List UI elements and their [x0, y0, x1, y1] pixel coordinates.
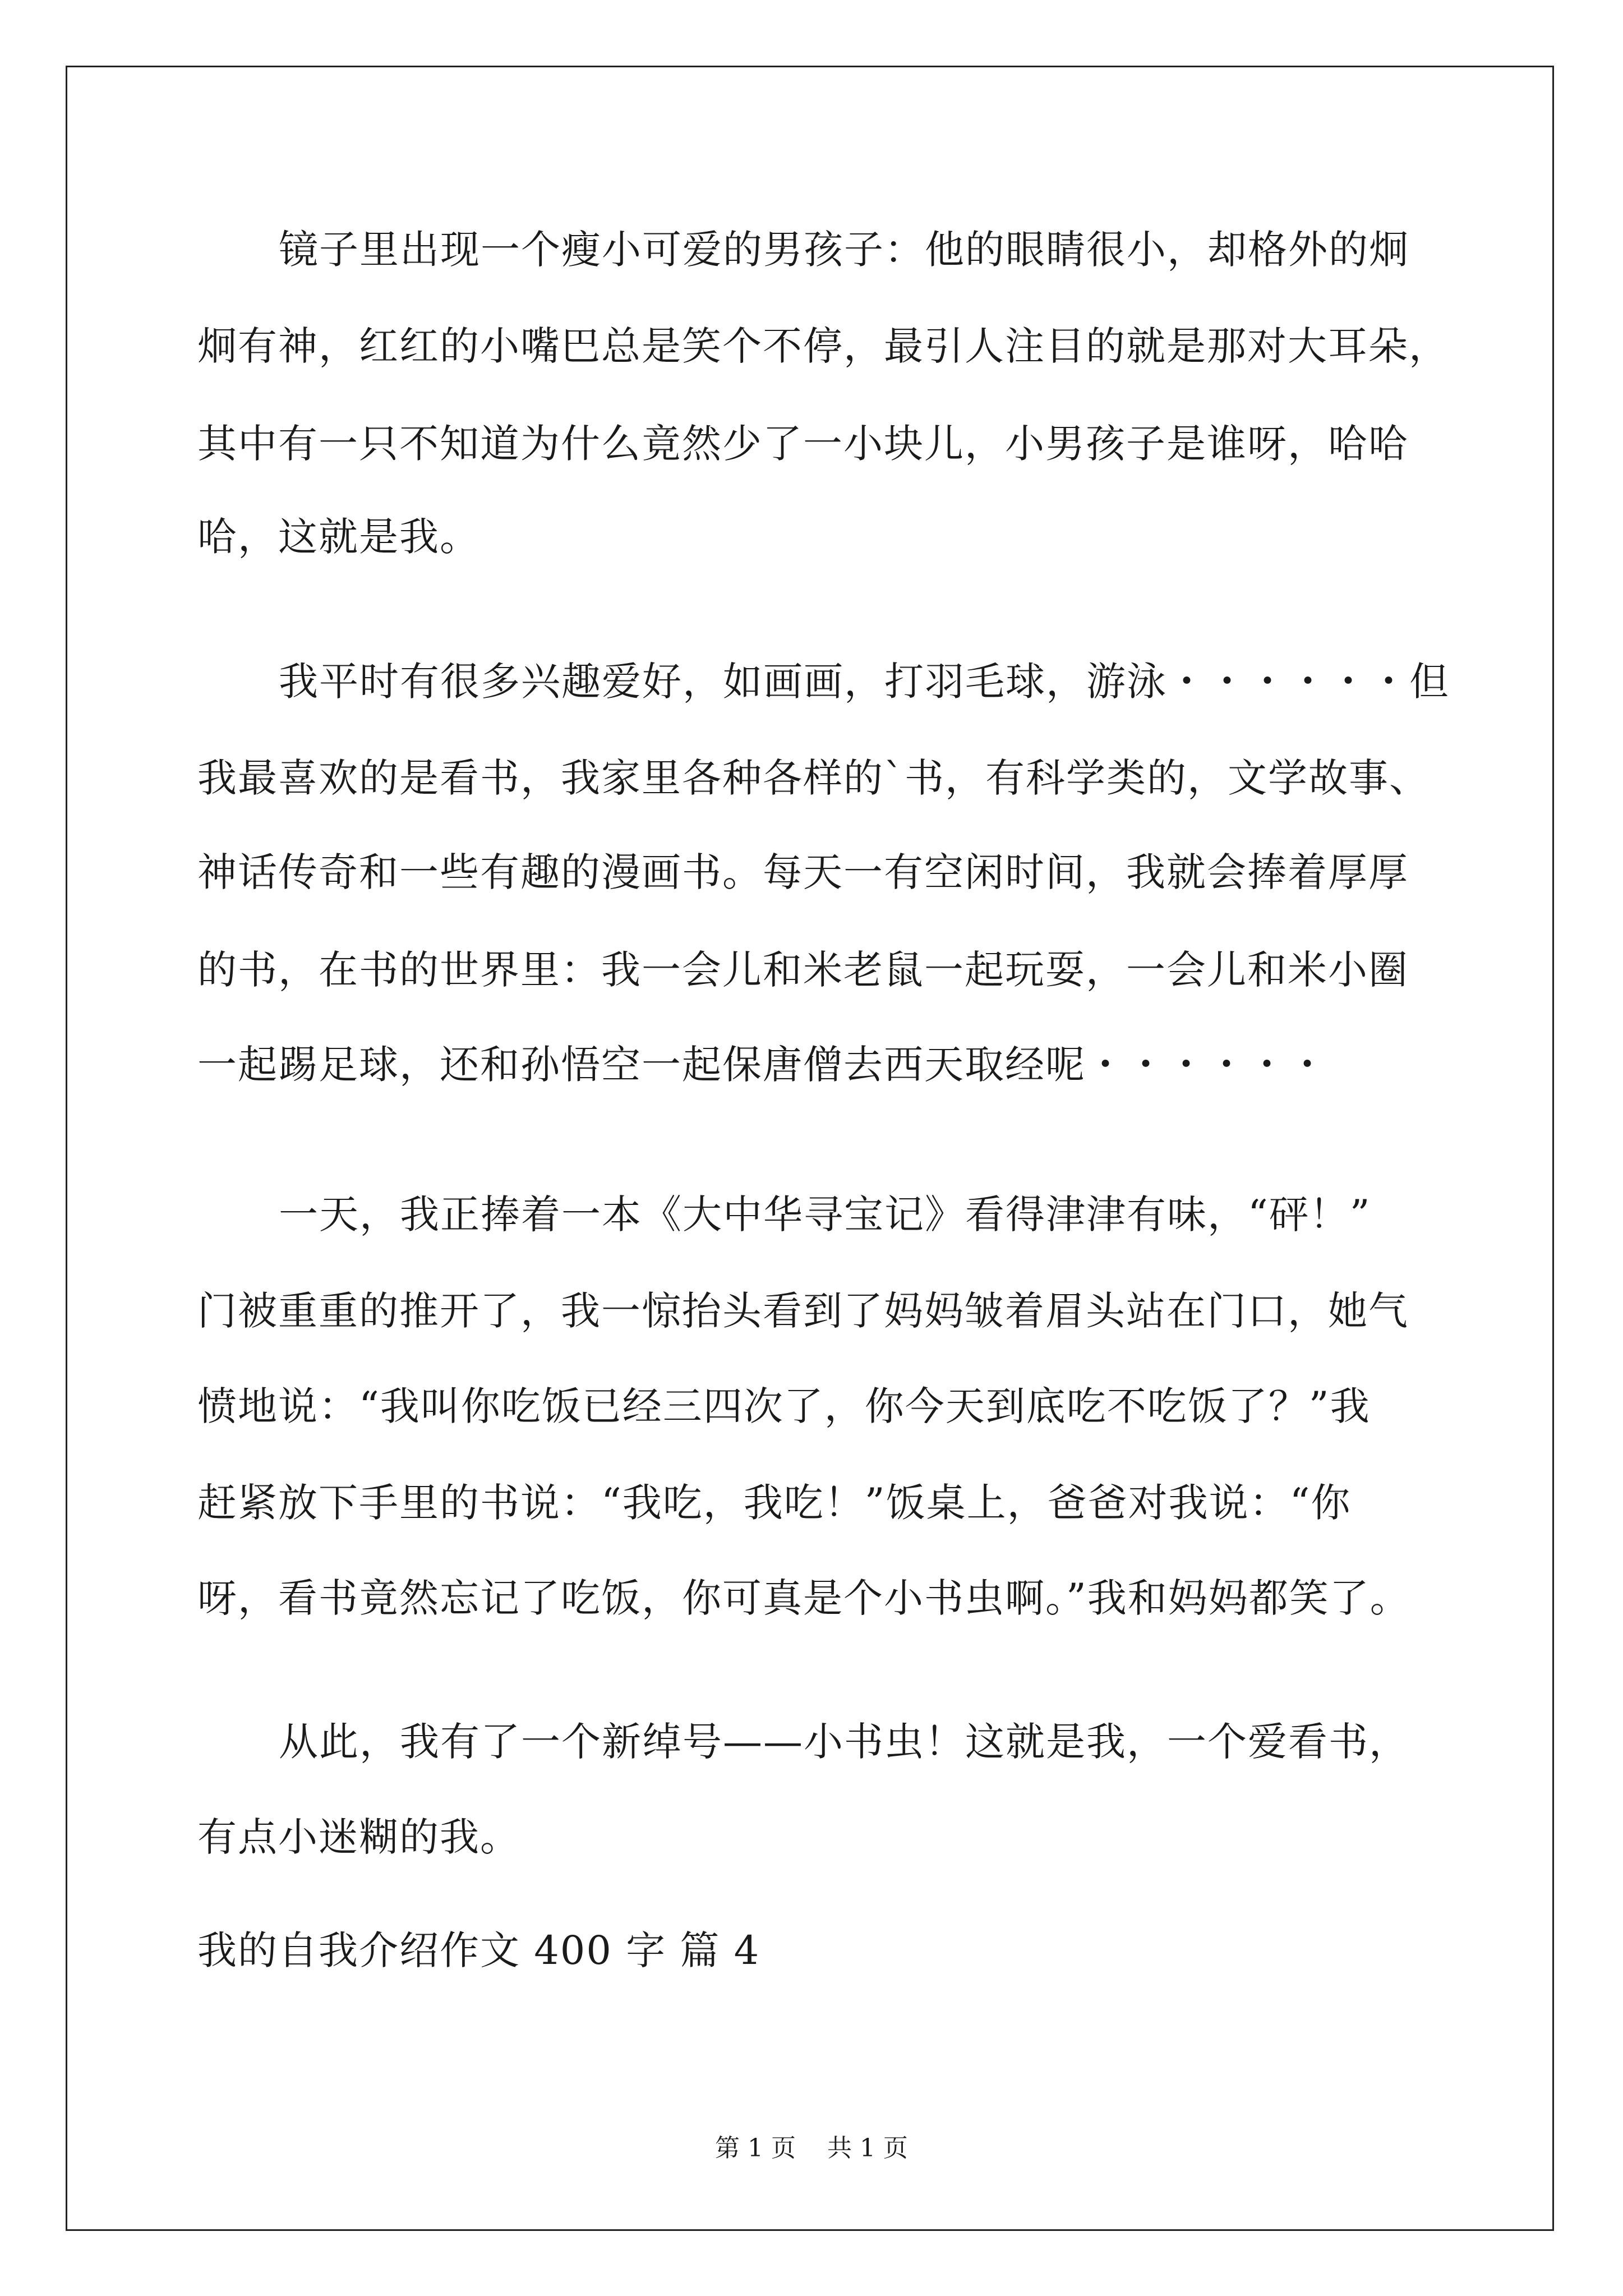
- paragraph-3-line-4: 赶紧放下手里的书说：“我吃，我吃！”饭桌上，爸爸对我说：“你: [197, 1480, 1352, 1526]
- paragraph-1-line-3: 其中有一只不知道为什么竟然少了一小块儿，小男孩子是谁呀，哈哈: [197, 421, 1409, 467]
- paragraph-3-line-2: 门被重重的推开了，我一惊抬头看到了妈妈皱着眉头站在门口，她气: [197, 1288, 1409, 1334]
- paragraph-2-line-2: 我最喜欢的是看书，我家里各种各样的`书，有科学类的，文学故事、: [197, 755, 1430, 801]
- paragraph-1-line-2: 炯有神，红红的小嘴巴总是笑个不停，最引人注目的就是那对大耳朵，: [197, 323, 1449, 369]
- paragraph-1-line-4: 哈，这就是我。: [197, 514, 480, 560]
- paragraph-4-line-1: 从此，我有了一个新绰号——小书虫！这就是我，一个爱看书，: [279, 1719, 1409, 1765]
- page-footer: 第 1 页 共 1 页: [715, 2134, 908, 2162]
- paragraph-2-line-1: 我平时有很多兴趣爱好，如画画，打羽毛球，游泳・・・・・・但: [279, 659, 1450, 705]
- paragraph-1-line-1: 镜子里出现一个瘦小可爱的男孩子：他的眼睛很小，却格外的炯: [279, 227, 1409, 273]
- paragraph-3-line-5: 呀，看书竟然忘记了吃饭，你可真是个小书虫啊。”我和妈妈都笑了。: [197, 1575, 1410, 1621]
- paragraph-2-line-5: 一起踢足球，还和孙悟空一起保唐僧去西天取经呢・・・・・・: [197, 1042, 1328, 1088]
- paragraph-2-line-4: 的书，在书的世界里：我一会儿和米老鼠一起玩耍，一会儿和米小圈: [197, 947, 1409, 993]
- paragraph-3-line-3: 愤地说：“我叫你吃饭已经三四次了，你今天到底吃不吃饭了？”我: [197, 1383, 1371, 1429]
- page-border: [66, 66, 1554, 2231]
- paragraph-3-line-1: 一天，我正捧着一本《大中华寻宝记》看得津津有味，“砰！”: [279, 1191, 1371, 1237]
- paragraph-2-line-3: 神话传奇和一些有趣的漫画书。每天一有空闲时间，我就会捧着厚厚: [197, 849, 1409, 895]
- section-heading: 我的自我介绍作文 400 字 篇 4: [197, 1927, 760, 1973]
- paragraph-4-line-2: 有点小迷糊的我。: [197, 1814, 520, 1860]
